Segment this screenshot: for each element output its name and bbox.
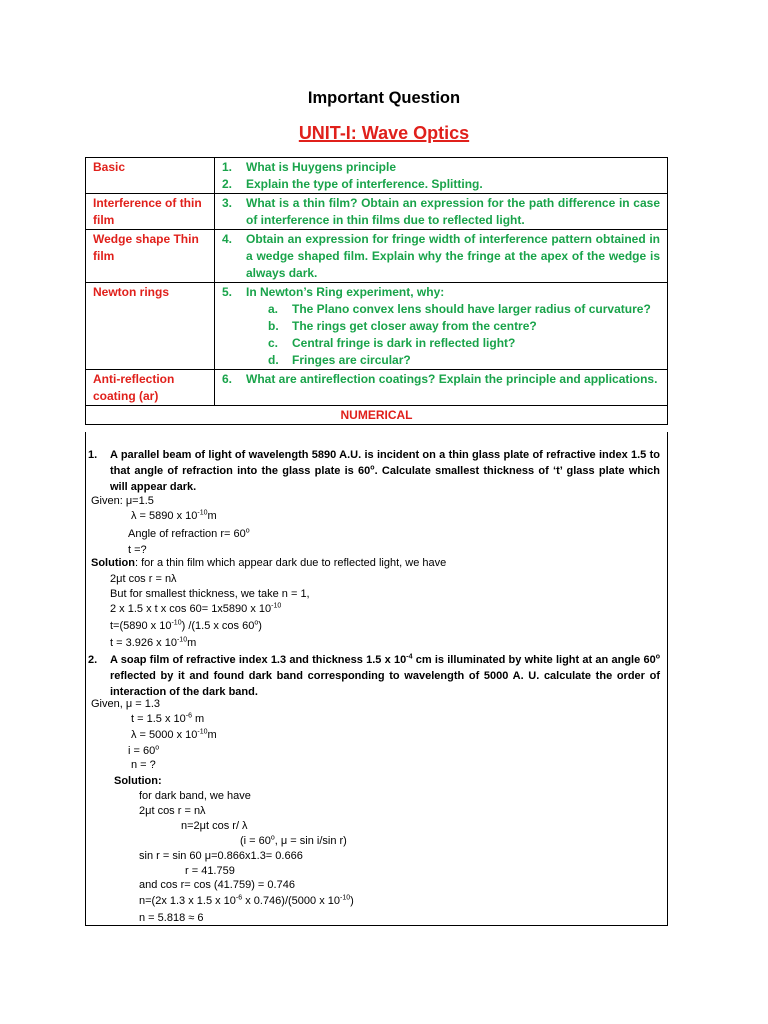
given-label: Given, μ = 1.3 <box>91 698 161 710</box>
given-i <box>128 744 159 758</box>
table-row <box>86 230 668 283</box>
solution-label: Solution: <box>114 775 162 787</box>
question-text: What are antireflection coatings? Explain the principle and applications. <box>246 372 658 386</box>
sub-question <box>268 352 660 369</box>
question-cell <box>215 230 668 283</box>
degree-sign: o <box>270 834 275 842</box>
table-row <box>86 194 668 230</box>
question-text: What is a thin film? Obtain an expression for the path difference in case of interference in thin films due to reflected light. <box>246 196 660 227</box>
topic-cell: Basic <box>86 158 215 194</box>
question-cell <box>215 370 668 406</box>
topic-cell: Interference of thin film <box>86 194 215 230</box>
exponent: -10 <box>176 636 188 644</box>
sub-question-text: Central fringe is dark in reflected light? <box>292 336 516 350</box>
equation: r = 41.759 <box>185 865 235 877</box>
equation <box>110 636 196 650</box>
question-text: What is Huygens principle <box>246 160 397 174</box>
equation: n=2μt cos r/ λ <box>181 820 248 832</box>
topic-cell: Wedge shape Thin film <box>86 230 215 283</box>
numerical-heading: NUMERICAL <box>86 406 668 425</box>
question-item <box>222 176 660 193</box>
equation: n = 5.818 ≈ 6 <box>139 912 204 924</box>
sub-question-label: c. <box>268 336 279 350</box>
equation: for dark band, we have <box>139 790 251 802</box>
problem-text-cont: . Calculate smallest thickness of ‘t’ glass plate which will appear dark. <box>110 465 660 493</box>
text: t=(5890 x 10 <box>110 620 172 632</box>
given-t <box>131 712 204 726</box>
topic-cell: Anti-reflection coating (ar) <box>86 370 215 406</box>
sub-question <box>268 318 660 335</box>
sub-question-label: d. <box>268 353 279 367</box>
question-number: 3. <box>222 196 233 210</box>
given-angle <box>128 527 250 541</box>
exponent: -4 <box>406 653 413 661</box>
question-text: In Newton’s Ring experiment, why: <box>246 285 445 299</box>
text: t = 1.5 x 10 <box>131 713 186 725</box>
sub-question-label: b. <box>268 319 279 333</box>
equation <box>110 619 262 633</box>
question-number: 1. <box>222 160 233 174</box>
equation <box>139 894 354 908</box>
given-label: Given: μ=1.5 <box>91 495 154 507</box>
equation: and cos r= cos (41.759) = 0.746 <box>139 879 295 891</box>
question-text: Obtain an expression for fringe width of interference pattern obtained in a wedge shaped film. Explain why the fringe at the apex of the wedge is always dark. <box>246 232 660 280</box>
problem-text: A parallel beam of light of wavelength 5890 A.U. is incident on a thin glass plate of refractive index 1.5 to that angle of refraction into the glass plate is 60 <box>110 449 660 477</box>
unknown-n: n = ? <box>131 759 156 771</box>
exponent: -10 <box>197 728 208 736</box>
sub-question-text: The rings get closer away from the centre? <box>292 319 537 333</box>
text: t = 3.926 x 10 <box>110 637 177 649</box>
question-cell <box>215 194 668 230</box>
degree-sign: o <box>370 464 375 472</box>
text: 2 x 1.5 x t x cos 60= 1x5890 x 10 <box>110 603 272 615</box>
question-number: 5. <box>222 285 233 299</box>
equation <box>110 602 281 616</box>
text: (i = 60 <box>240 835 271 847</box>
text: ) <box>350 895 354 907</box>
sub-question <box>268 301 660 318</box>
solution-label: Solution <box>91 557 135 569</box>
problem-number: 2. <box>88 654 98 666</box>
text: ) /(1.5 x cos 60 <box>181 620 255 632</box>
degree-sign: o <box>245 527 250 535</box>
solution-text: : for a thin film which appear dark due to reflected light, we have <box>135 557 447 569</box>
question-table <box>85 157 668 425</box>
question-cell <box>215 283 668 370</box>
exponent: -10 <box>340 894 351 902</box>
question-item <box>222 231 660 282</box>
text: λ = 5890 x 10 <box>131 510 198 522</box>
exponent: -10 <box>271 602 282 610</box>
text: Angle of refraction r= 60 <box>128 528 246 540</box>
unit-heading <box>0 123 768 144</box>
text: , μ = sin i/sin r) <box>274 835 347 847</box>
exponent: -10 <box>197 509 208 517</box>
text: λ = 5000 x 10 <box>131 729 198 741</box>
exponent: -6 <box>185 712 192 720</box>
question-item <box>222 195 660 229</box>
table-row <box>86 370 668 406</box>
sub-question-label: a. <box>268 302 279 316</box>
text: m <box>207 510 217 522</box>
problem-1-statement <box>88 447 660 495</box>
exponent: -6 <box>235 894 243 902</box>
text: n=(2x 1.3 x 1.5 x 10 <box>139 895 236 907</box>
text: i = 60 <box>128 745 156 757</box>
question-number: 4. <box>222 232 233 246</box>
degree-sign: o <box>655 653 660 661</box>
question-item <box>222 371 660 388</box>
table-row <box>86 158 668 194</box>
exponent: -10 <box>171 619 182 627</box>
question-item <box>222 159 660 176</box>
unknown-t: t =? <box>128 544 147 556</box>
question-number: 2. <box>222 177 233 191</box>
sub-question-text: Fringes are circular? <box>292 353 411 367</box>
topic-cell: Newton rings <box>86 283 215 370</box>
solution-line <box>91 556 446 570</box>
problem-text: A soap film of refractive index 1.3 and thickness 1.5 x 10 <box>110 654 407 666</box>
degree-sign: o <box>155 744 160 752</box>
sub-question <box>268 335 660 352</box>
equation <box>240 834 347 848</box>
text: x 0.746)/(5000 x 10 <box>242 895 340 907</box>
equation: sin r = sin 60 μ=0.866x1.3= 0.666 <box>139 850 303 862</box>
problem-text-cont: cm is illuminated by white light at an angle 60 <box>412 654 656 666</box>
problem-2-statement <box>88 652 660 700</box>
given-lambda <box>131 509 217 523</box>
text: ) <box>258 620 262 632</box>
equation: But for smallest thickness, we take n = 1, <box>110 588 310 600</box>
sub-question-text: The Plano convex lens should have larger radius of curvature? <box>292 302 651 316</box>
question-item <box>222 284 660 301</box>
table-row <box>86 406 668 425</box>
question-text: Explain the type of interference. Splitting. <box>246 177 483 191</box>
equation: 2μt cos r = nλ <box>139 805 206 817</box>
question-number: 6. <box>222 372 233 386</box>
degree-sign: o <box>254 619 259 627</box>
text: m <box>187 637 197 649</box>
given-lambda <box>131 728 217 742</box>
unit-heading-text: UNIT-I: Wave Optics <box>298 123 470 143</box>
problem-text-cont: reflected by it and found dark band corresponding to wavelength of 5000 A. U. calculate the order of interaction of the dark band. <box>110 670 660 698</box>
text: m <box>191 713 205 725</box>
question-cell <box>215 158 668 194</box>
page-title: Important Question <box>307 89 461 107</box>
problem-number: 1. <box>88 449 98 461</box>
table-row <box>86 283 668 370</box>
equation: 2μt cos r = nλ <box>110 573 177 585</box>
text: m <box>207 729 217 741</box>
